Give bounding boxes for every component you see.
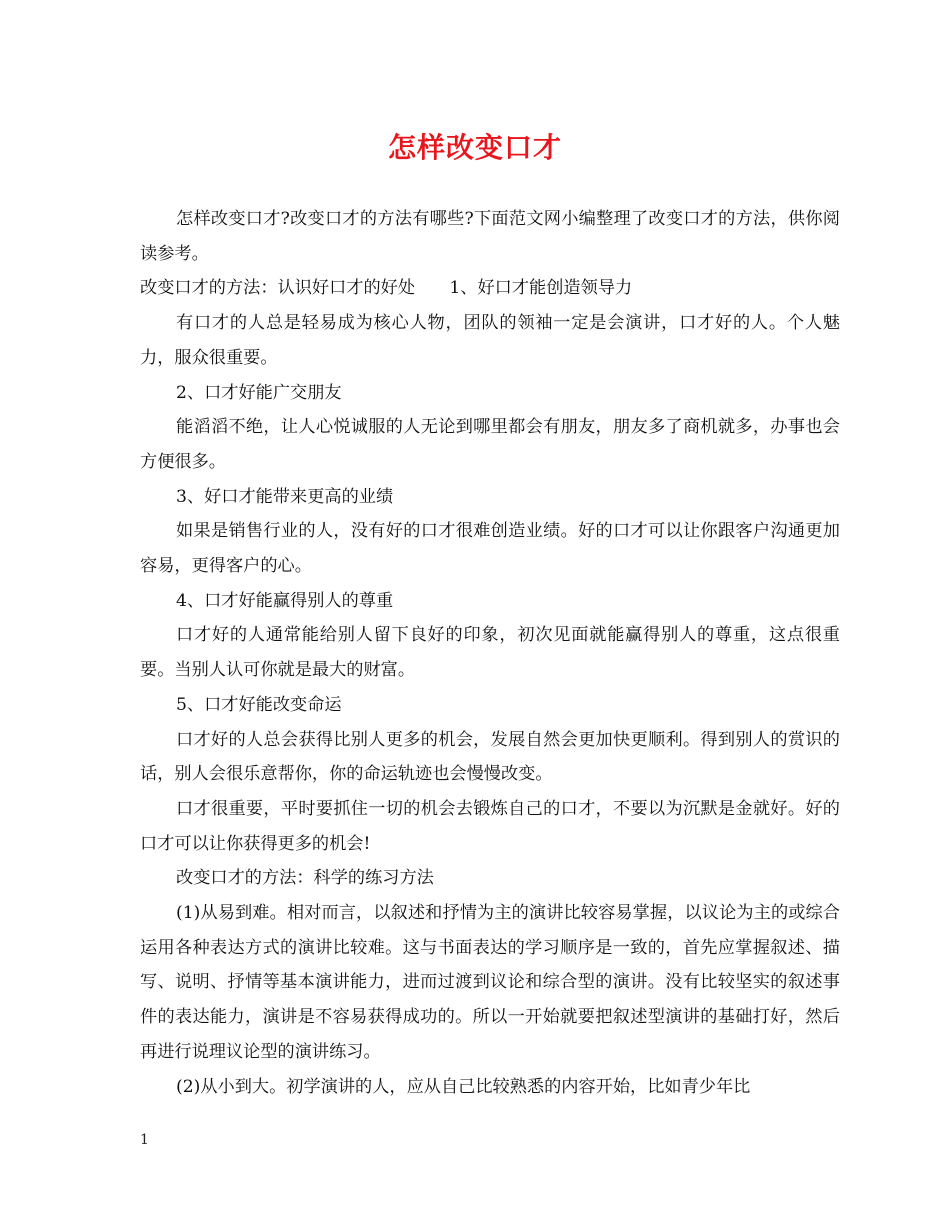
paragraph: 改变口才的方法：科学的练习方法 (176, 868, 434, 889)
paragraph: (2)从小到大。初学演讲的人，应从自己比较熟悉的内容开始，比如青少年比 (176, 1076, 751, 1097)
paragraph: 4、口才好能赢得别人的尊重 (176, 590, 394, 611)
paragraph: 口才很重要，平时要抓住一切的机会去锻炼自己的口才，不要以为沉默是金就好。好的口才可以让你获得更多的机会! (140, 798, 840, 854)
paragraph: 5、口才好能改变命运 (176, 694, 342, 715)
paragraph: 能滔滔不绝，让人心悦诚服的人无论到哪里都会有朋友，朋友多了商机就多，办事也会方便很多。 (140, 417, 840, 472)
paragraph: 2、口才好能广交朋友 (176, 382, 342, 403)
paragraph: 如果是销售行业的人，没有好的口才很难创造业绩。好的口才可以让你跟客户沟通更加容易，更得客户的心。 (140, 521, 840, 577)
paragraph: 口才好的人通常能给别人留下良好的印象，初次见面就能赢得别人的尊重，这点很重要。当别人认可你就是最大的财富。 (140, 625, 840, 681)
page-number: 1 (140, 1132, 149, 1148)
document-body (140, 202, 840, 1104)
paragraph: 3、好口才能带来更高的业绩 (176, 486, 394, 507)
document-title: 怎样改变口才 (387, 131, 562, 164)
paragraph: 改变口才的方法：认识好口才的好处 1、好口才能创造领导力 (140, 278, 633, 299)
paragraph: (1)从易到难。相对而言，以叙述和抒情为主的演讲比较容易掌握，以议论为主的或综合运用各种表达方式的演讲比较难。这与书面表达的学习顺序是一致的，首先应掌握叙述、描写、说明、抒情等基本演讲能力，进而过渡到议论和综合型的演讲。没有比较坚实的叙述事件的表达能力，演讲是不容易获得成功的。所以一开始就要把叙述型演讲的基础打好，然后再进行说理议论型的演讲练习。 (140, 903, 840, 1062)
paragraph: 口才好的人总会获得比别人更多的机会，发展自然会更加快更顺利。得到别人的赏识的话，别人会很乐意帮你，你的命运轨迹也会慢慢改变。 (140, 729, 840, 785)
paragraph: 有口才的人总是轻易成为核心人物，团队的领袖一定是会演讲，口才好的人。个人魅力，服众很重要。 (140, 313, 840, 368)
paragraph: 怎样改变口才?改变口才的方法有哪些?下面范文网小编整理了改变口才的方法，供你阅读参考。 (140, 209, 840, 264)
